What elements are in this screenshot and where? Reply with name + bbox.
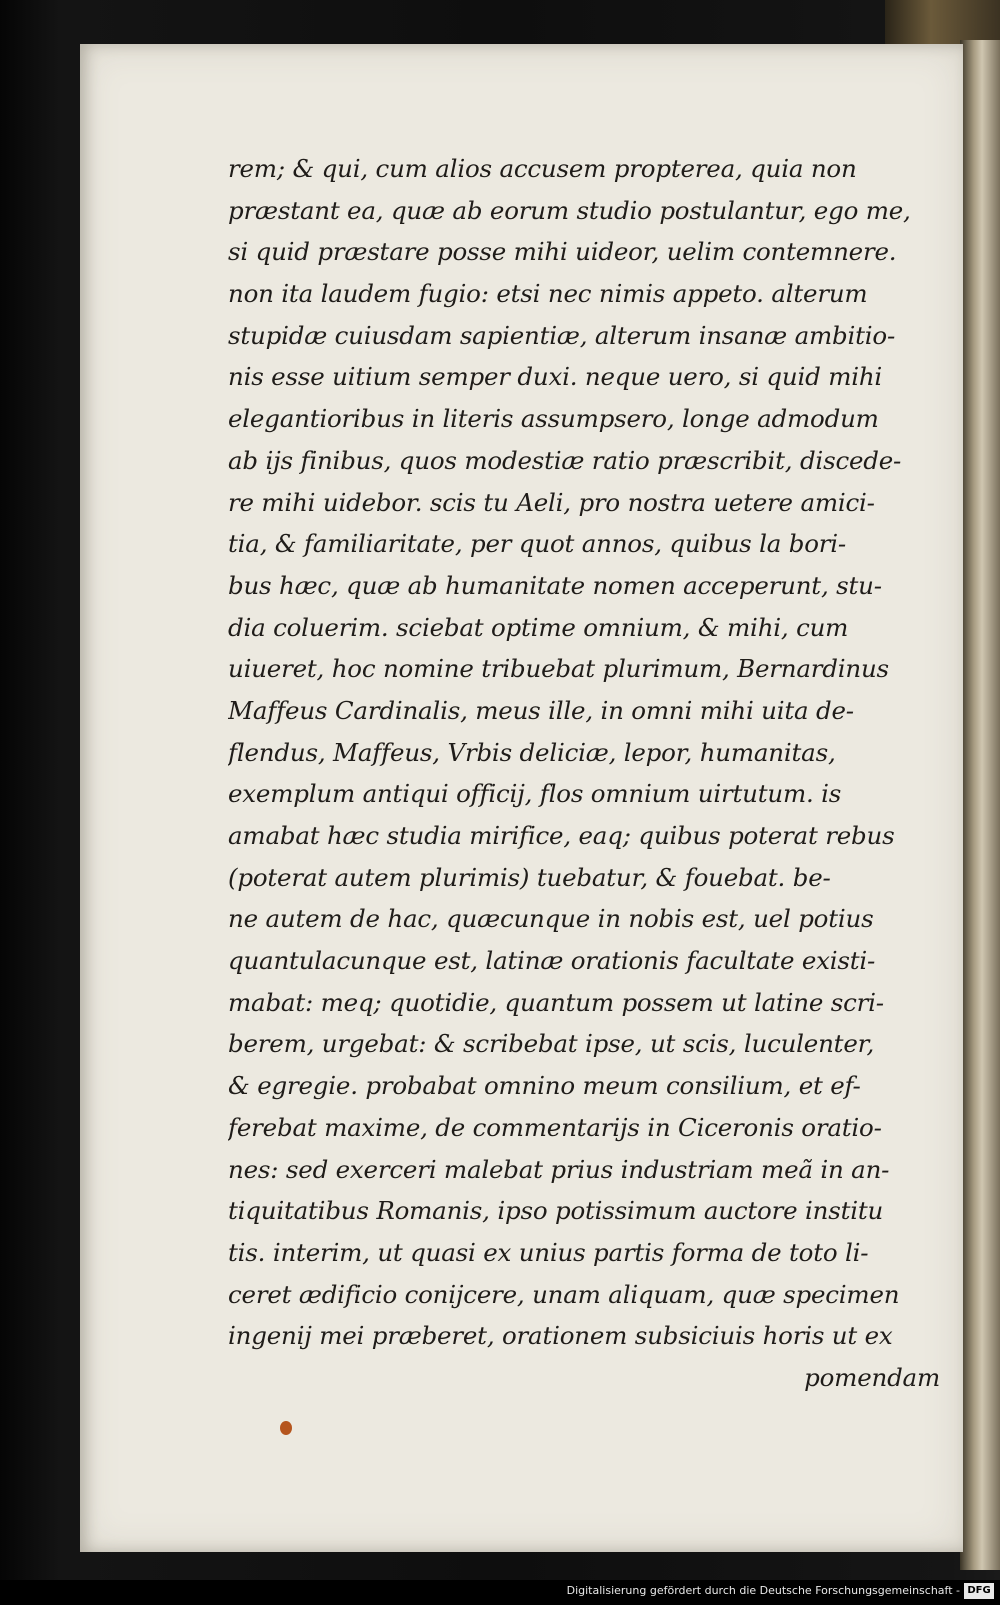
- text-line: non ita laudem fugio: etsi nec nimis appeto. alterum: [228, 279, 868, 309]
- text-line: elegantioribus in literis assumpsero, longe admodum: [228, 404, 879, 434]
- digitization-credit: Digitalisierung gefördert durch die Deutsche Forschungsgemeinschaft -: [566, 1584, 960, 1597]
- text-line: (poterat autem plurimis) tuebatur, & fouebat. be-: [228, 862, 831, 892]
- text-line: & egregie. probabat omnino meum consilium, et ef-: [228, 1071, 861, 1101]
- catchword: pomendam: [804, 1362, 940, 1392]
- book-page: [80, 44, 963, 1552]
- text-line: mabat: meq; quotidie, quantum possem ut latine scri-: [228, 987, 884, 1017]
- text-line: tis. interim, ut quasi ex unius partis forma de toto li-: [228, 1237, 869, 1267]
- text-line: ne autem de hac, quæcunque in nobis est, uel potius: [228, 904, 874, 934]
- text-line: nes: sed exerceri malebat prius industriam meã in an-: [228, 1154, 890, 1184]
- ink-spot: [280, 1421, 292, 1435]
- text-line: uiueret, hoc nomine tribuebat plurimum, Bernardinus: [228, 654, 889, 684]
- text-line: quantulacunque est, latinæ orationis facultate existi-: [228, 946, 876, 976]
- text-line: si quid præstare posse mihi uideor, uelim contemnere.: [228, 237, 897, 267]
- dfg-logo-icon: DFG: [964, 1583, 994, 1599]
- text-line: stupidæ cuiusdam sapientiæ, alterum insanæ ambitio-: [228, 320, 896, 350]
- text-line: tiquitatibus Romanis, ipso potissimum auctore institu: [228, 1196, 884, 1226]
- text-line: ingenij mei præberet, orationem subsiciuis horis ut ex: [228, 1321, 893, 1351]
- text-line: bus hæc, quæ ab humanitate nomen acceperunt, stu-: [228, 570, 882, 600]
- text-line: flendus, Maffeus, Vrbis deliciæ, lepor, humanitas,: [228, 737, 836, 767]
- text-line: Maffeus Cardinalis, meus ille, in omni mihi uita de-: [228, 695, 854, 725]
- text-line: dia coluerim. sciebat optime omnium, & mihi, cum: [228, 612, 849, 642]
- text-line: nis esse uitium semper duxi. neque uero, si quid mihi: [228, 362, 883, 392]
- body-text: [228, 148, 940, 1399]
- book-fore-edge: [960, 40, 1000, 1570]
- text-line: re mihi uidebor. scis tu Aeli, pro nostra uetere amici-: [228, 487, 875, 517]
- text-line: ceret ædificio conijcere, unam aliquam, quæ specimen: [228, 1279, 900, 1309]
- text-line: tia, & familiaritate, per quot annos, quibus la bori-: [228, 529, 847, 559]
- text-line: ab ijs finibus, quos modestiæ ratio præscribit, discede-: [228, 445, 902, 475]
- text-line: exemplum antiqui officij, flos omnium uirtutum. is: [228, 779, 842, 809]
- text-line: rem; & qui, cum alios accusem propterea, quia non: [228, 154, 857, 183]
- text-line: ferebat maxime, de commentarijs in Ciceronis oratio-: [228, 1112, 882, 1142]
- text-line: amabat hæc studia mirifice, eaq; quibus poterat rebus: [228, 821, 895, 850]
- text-line: præstant ea, quæ ab eorum studio postulantur, ego me,: [228, 195, 911, 225]
- text-line: berem, urgebat: & scribebat ipse, ut scis, luculenter,: [228, 1029, 875, 1059]
